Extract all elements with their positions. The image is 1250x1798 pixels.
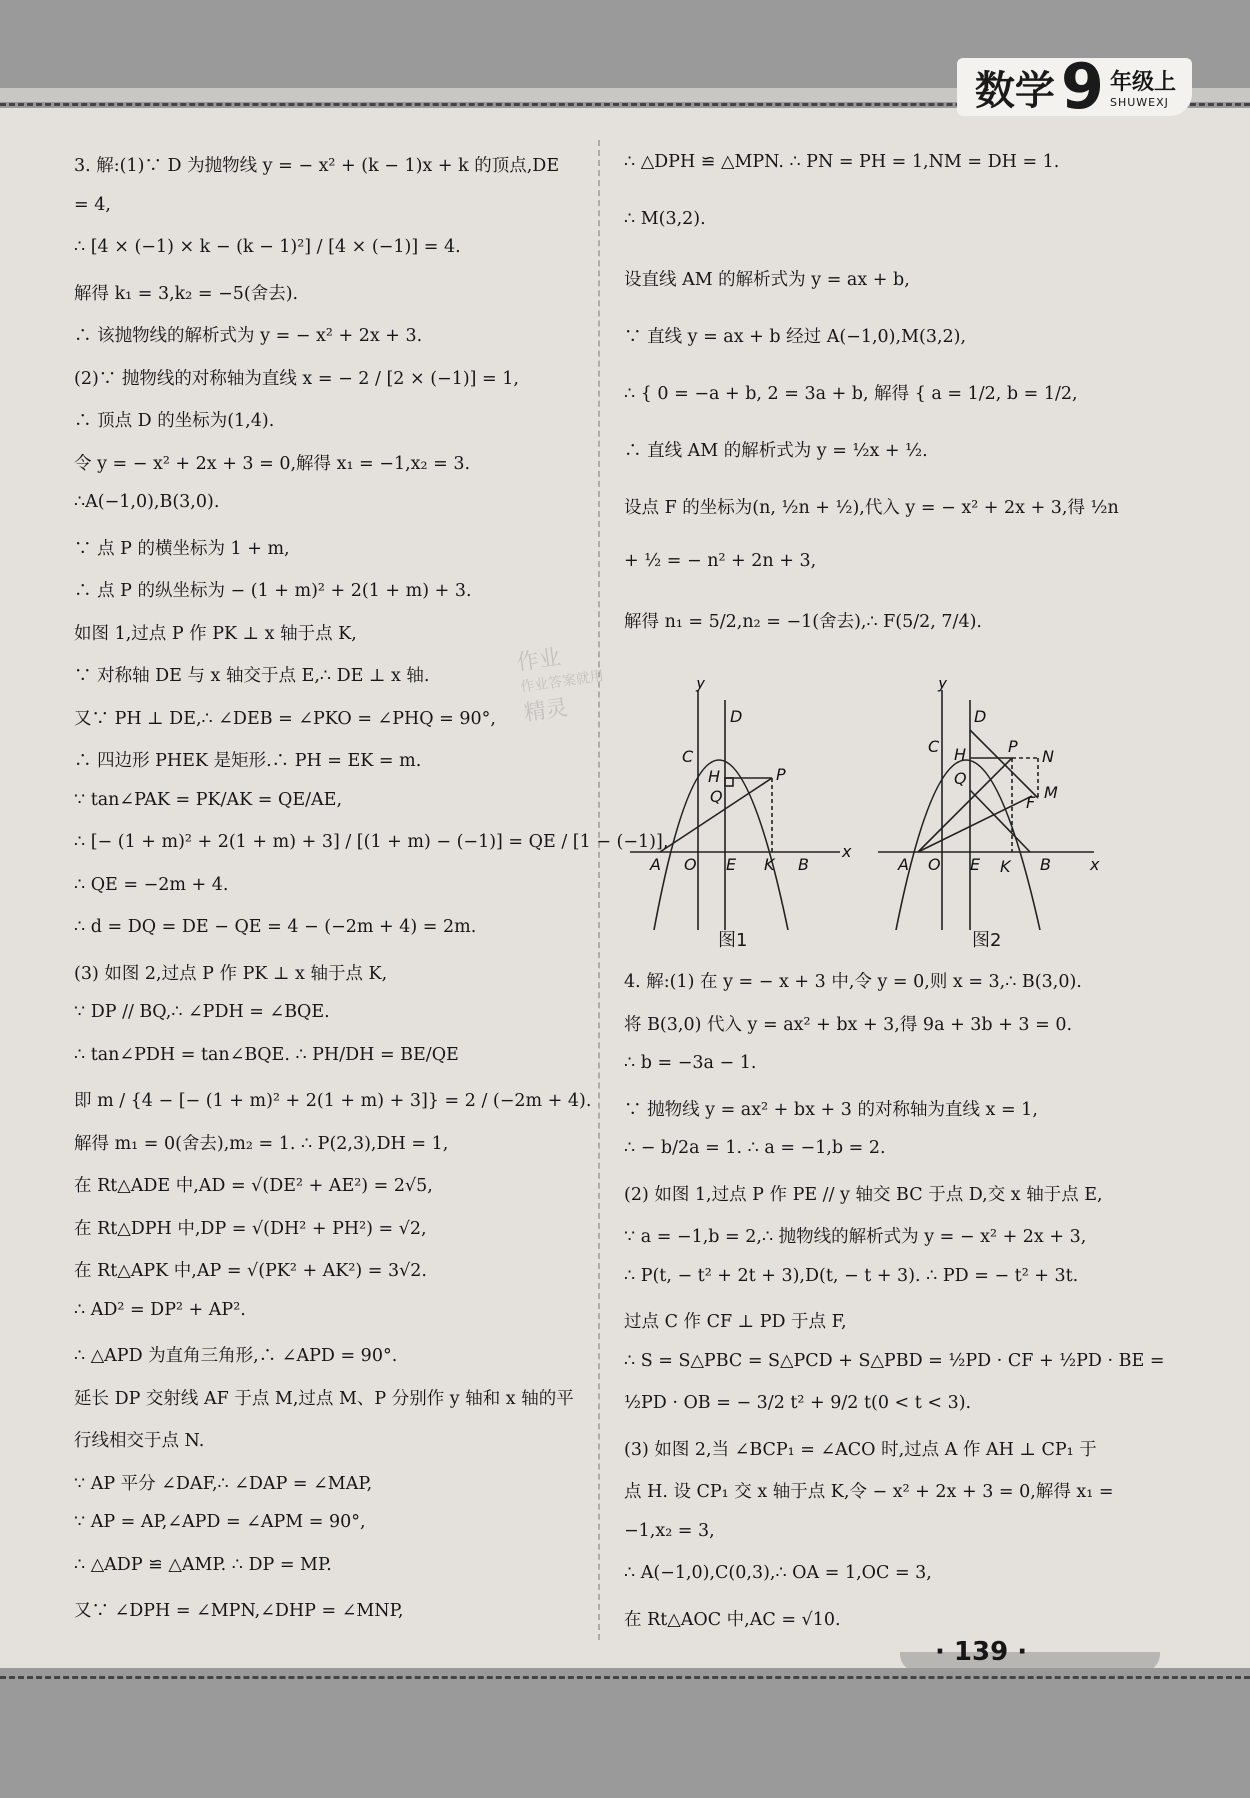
fig2-label-B: B — [1040, 855, 1051, 874]
fig1-label-x: x — [842, 842, 852, 861]
text-line: 点 H. 设 CP₁ 交 x 轴于点 K,令 − x² + 2x + 3 = 0,解得 x₁ = — [624, 1482, 1114, 1502]
text-line: 又∵ PH ⊥ DE,∴ ∠DEB = ∠PKO = ∠PHQ = 90°, — [74, 708, 496, 729]
text-line: ∴ [− (1 + m)² + 2(1 + m) + 3] / [(1 + m) − (−1)] = QE / [1 − (−1)], — [74, 832, 669, 852]
fig2-label-K: K — [1000, 857, 1011, 876]
fig2-label-x: x — [1090, 855, 1100, 874]
text-line: ∵ 直线 y = ax + b 经过 A(−1,0),M(3,2), — [624, 327, 967, 347]
page-footer — [0, 1668, 1250, 1798]
fig2-line-AM — [918, 796, 1032, 852]
watermark-stamp — [515, 635, 610, 728]
fig2-label-O: O — [928, 855, 941, 874]
text-line: ∴A(−1,0),B(3,0). — [74, 492, 220, 512]
watermark-bottom: 精灵 — [522, 695, 570, 727]
fig2-label-N: N — [1042, 747, 1054, 766]
figure-1-caption: 图1 — [718, 930, 748, 951]
footer-divider — [0, 1676, 1250, 1679]
fig2-label-H: H — [954, 745, 967, 764]
text-line: (3) 如图 2,当 ∠BCP₁ = ∠ACO 时,过点 A 作 AH ⊥ CP₁ 于 — [624, 1439, 1097, 1460]
text-line: (3) 如图 2,过点 P 作 PK ⊥ x 轴于点 K, — [74, 963, 388, 984]
fig1-label-O: O — [684, 855, 697, 874]
text-line: ∴ QE = −2m + 4. — [74, 874, 229, 895]
fig2-line-QB — [970, 790, 1030, 852]
page-number: · 139 · — [935, 1637, 1028, 1667]
text-line: −1,x₂ = 3, — [624, 1520, 715, 1541]
figures-area — [622, 680, 1102, 950]
text-line: ½PD · OB = − 3/2 t² + 9/2 t(0 < t < 3). — [624, 1393, 972, 1413]
text-line: ∵ DP // BQ,∴ ∠PDH = ∠BQE. — [74, 1002, 330, 1022]
watermark-top: 作业 — [515, 645, 563, 676]
column-divider — [598, 140, 600, 1640]
text-line: ∴ 顶点 D 的坐标为(1,4). — [74, 411, 275, 431]
text-line: ∴ − b/2a = 1. ∴ a = −1,b = 2. — [624, 1138, 886, 1158]
text-line: 过点 C 作 CF ⊥ PD 于点 F, — [624, 1312, 847, 1332]
fig1-label-A: A — [650, 855, 661, 874]
text-line: ∴ 点 P 的纵坐标为 − (1 + m)² + 2(1 + m) + 3. — [74, 581, 472, 601]
text-line: ∴ b = −3a − 1. — [624, 1053, 757, 1073]
text-line: 设直线 AM 的解析式为 y = ax + b, — [624, 270, 910, 290]
text-line: ∴ 该抛物线的解析式为 y = − x² + 2x + 3. — [74, 326, 423, 346]
fig2-label-P: P — [1008, 737, 1018, 756]
text-line: 设点 F 的坐标为(n, ½n + ½),代入 y = − x² + 2x + 3,得 ½n — [624, 498, 1119, 518]
text-line: ∵ AP 平分 ∠DAF,∴ ∠DAP = ∠MAP, — [74, 1473, 373, 1494]
text-line: (2)∵ 抛物线的对称轴为直线 x = − 2 / [2 × (−1)] = 1, — [74, 368, 519, 389]
fig2-label-C: C — [928, 737, 940, 756]
text-line: 在 Rt△DPH 中,DP = √(DH² + PH²) = √2, — [74, 1218, 427, 1239]
fig1-label-D: D — [730, 707, 743, 726]
subject-title: 数学 — [974, 67, 1055, 114]
fig1-label-E: E — [726, 855, 737, 874]
grade-label — [1110, 65, 1176, 109]
grade-number: 9 — [1060, 50, 1104, 123]
figure-1 — [630, 690, 840, 930]
text-line: 即 m / {4 − [− (1 + m)² + 2(1 + m) + 3]} = 2 / (−2m + 4). — [74, 1091, 592, 1111]
text-line: 3. 解:(1)∵ D 为抛物线 y = − x² + (k − 1)x + k 的顶点,DE — [74, 156, 560, 176]
fig1-right-angle — [725, 778, 733, 786]
text-line: 又∵ ∠DPH = ∠MPN,∠DHP = ∠MNP, — [74, 1601, 404, 1621]
text-line: ∴ A(−1,0),C(0,3),∴ OA = 1,OC = 3, — [624, 1563, 932, 1583]
figure-2-caption: 图2 — [972, 930, 1002, 951]
text-line: 延长 DP 交射线 AF 于点 M,过点 M、P 分别作 y 轴和 x 轴的平 — [74, 1388, 574, 1409]
fig2-label-M: M — [1044, 783, 1058, 802]
watermark-mid: 作业答案就用 — [519, 668, 605, 696]
text-line: ∴ 直线 AM 的解析式为 y = ½x + ½. — [624, 441, 928, 461]
text-line: ∴ △DPH ≌ △MPN. ∴ PN = PH = 1,NM = DH = 1. — [624, 152, 1060, 172]
text-line: ∴ { 0 = −a + b, 2 = 3a + b, 解得 { a = 1/2, b = 1/2, — [624, 384, 1078, 404]
text-line: 解得 m₁ = 0(舍去),m₂ = 1. ∴ P(2,3),DH = 1, — [74, 1133, 449, 1154]
text-line: 如图 1,过点 P 作 PK ⊥ x 轴于点 K, — [74, 623, 357, 644]
text-line: ∵ 抛物线 y = ax² + bx + 3 的对称轴为直线 x = 1, — [624, 1099, 1038, 1120]
fig1-parabola — [654, 760, 788, 930]
text-line: ∴ d = DQ = DE − QE = 4 − (−2m + 4) = 2m. — [74, 917, 477, 937]
fig2-label-E: E — [970, 855, 981, 874]
text-line: 在 Rt△APK 中,AP = √(PK² + AK²) = 3√2. — [74, 1261, 427, 1281]
fig2-label-y: y — [938, 680, 948, 692]
fig1-label-C: C — [682, 747, 694, 766]
fig2-label-A: A — [898, 855, 909, 874]
text-line: 令 y = − x² + 2x + 3 = 0,解得 x₁ = −1,x₂ = 3. — [74, 453, 471, 474]
text-line: ∴ P(t, − t² + 2t + 3),D(t, − t + 3). ∴ PD = − t² + 3t. — [624, 1265, 1079, 1286]
text-line: ∵ a = −1,b = 2,∴ 抛物线的解析式为 y = − x² + 2x + 3, — [624, 1227, 1087, 1247]
text-line: ∵ tan∠PAK = PK/AK = QE/AE, — [74, 789, 343, 810]
text-line: 4. 解:(1) 在 y = − x + 3 中,令 y = 0,则 x = 3,∴ B(3,0). — [624, 972, 1082, 992]
subject-badge — [957, 50, 1192, 123]
text-line: 解得 k₁ = 3,k₂ = −5(舍去). — [74, 283, 299, 304]
grade-pinyin: SHUWEXJ — [1109, 96, 1169, 109]
fig2-label-Q: Q — [954, 769, 967, 788]
text-line: ∵ 点 P 的横坐标为 1 + m, — [74, 538, 290, 559]
text-line: ∴ [4 × (−1) × k − (k − 1)²] / [4 × (−1)] = 4. — [74, 237, 461, 257]
fig2-line-DM — [970, 730, 1038, 798]
text-line: ∴ △APD 为直角三角形,∴ ∠APD = 90°. — [74, 1346, 398, 1366]
text-line: ∴ tan∠PDH = tan∠BQE. ∴ PH/DH = BE/QE — [74, 1044, 459, 1065]
fig1-label-B: B — [798, 855, 809, 874]
text-line: 在 Rt△AOC 中,AC = √10. — [624, 1609, 841, 1630]
fig1-label-P: P — [776, 765, 786, 784]
text-line: 在 Rt△ADE 中,AD = √(DE² + AE²) = 2√5, — [74, 1176, 433, 1196]
text-line: 将 B(3,0) 代入 y = ax² + bx + 3,得 9a + 3b + 3 = 0. — [624, 1014, 1073, 1035]
figure-2 — [878, 690, 1094, 930]
text-line: ∵ 对称轴 DE 与 x 轴交于点 E,∴ DE ⊥ x 轴. — [74, 666, 430, 686]
text-line: 行线相交于点 N. — [74, 1431, 205, 1451]
grade-text: 年级上 — [1109, 70, 1176, 95]
figure-diagrams — [622, 680, 1102, 930]
fig2-label-F: F — [1026, 793, 1036, 812]
fig1-label-K: K — [764, 855, 775, 874]
fig2-label-D: D — [974, 707, 987, 726]
text-line: ∴ M(3,2). — [624, 209, 706, 229]
text-line: (2) 如图 1,过点 P 作 PE // y 轴交 BC 于点 D,交 x 轴于点 E, — [624, 1184, 1103, 1205]
text-line: 解得 n₁ = 5/2,n₂ = −1(舍去),∴ F(5/2, 7/4). — [624, 612, 982, 632]
text-line: ∵ AP = AP,∠APD = ∠APM = 90°, — [74, 1512, 366, 1532]
text-line: + ½ = − n² + 2n + 3, — [624, 551, 817, 571]
fig1-label-H: H — [708, 767, 721, 786]
text-line: ∴ 四边形 PHEK 是矩形.∴ PH = EK = m. — [74, 751, 422, 771]
text-line: ∴ AD² = DP² + AP². — [74, 1299, 246, 1320]
fig1-label-Q: Q — [710, 787, 723, 806]
text-line: ∴ △ADP ≌ △AMP. ∴ DP = MP. — [74, 1554, 332, 1575]
text-line: = 4, — [74, 194, 111, 215]
fig2-parabola — [896, 760, 1040, 930]
text-line: ∴ S = S△PBC = S△PCD + S△PBD = ½PD · CF + ½PD · BE = — [624, 1350, 1165, 1371]
fig1-label-y: y — [696, 680, 706, 692]
